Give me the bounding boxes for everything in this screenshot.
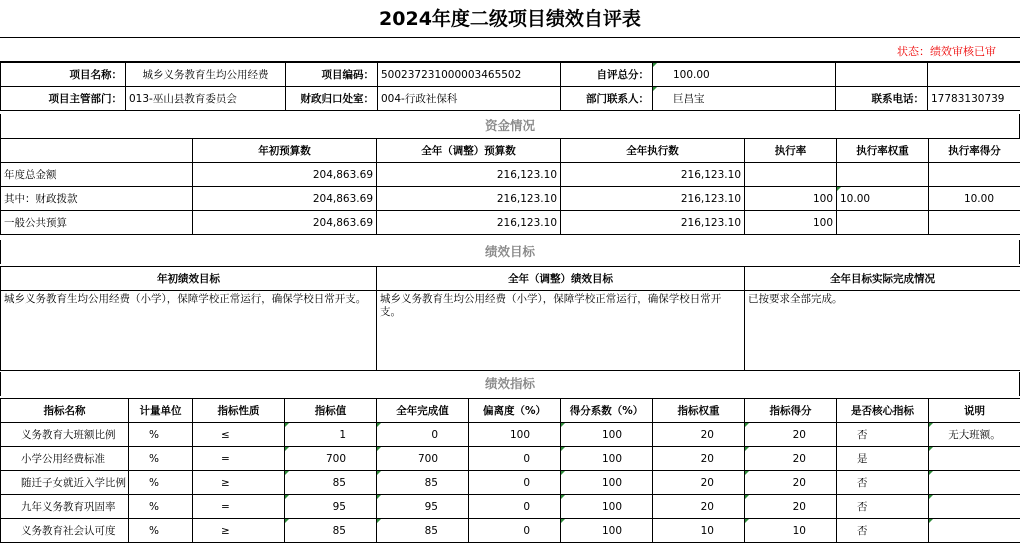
ind-row-name: 随迁子女就近入学比例 xyxy=(1,471,129,495)
funds-row-initial[interactable]: 204,863.69 xyxy=(193,187,377,211)
funds-row-adjusted[interactable]: 216,123.10 xyxy=(377,163,561,187)
ind-row-coef[interactable]: 100 xyxy=(561,519,653,543)
ind-row-dev: 0 xyxy=(469,471,561,495)
indicator-row xyxy=(1,519,1020,543)
ind-row-target[interactable]: 95 xyxy=(285,495,377,519)
goals-actual-text[interactable]: 已按要求全部完成。 xyxy=(745,291,1020,371)
funds-header-executed: 全年执行数 xyxy=(561,139,745,163)
ind-row-done[interactable]: 0 xyxy=(377,423,469,447)
funds-row xyxy=(1,211,1020,235)
project-info-table xyxy=(0,62,1020,111)
status-row xyxy=(0,38,1020,62)
ind-header-name: 指标名称 xyxy=(1,399,129,423)
ind-row-note[interactable] xyxy=(929,447,1020,471)
ind-row-done[interactable]: 85 xyxy=(377,519,469,543)
funds-row xyxy=(1,187,1020,211)
contact-label: 部门联系人： xyxy=(561,87,653,111)
dept-label: 项目主管部门： xyxy=(1,87,126,111)
ind-row-name: 义务教育社会认可度 xyxy=(1,519,129,543)
funds-row-score[interactable]: 10.00 xyxy=(929,187,1020,211)
ind-row-weight: 20 xyxy=(653,423,745,447)
indicator-row xyxy=(1,471,1020,495)
ind-row-target[interactable]: 700 xyxy=(285,447,377,471)
ind-header-unit: 计量单位 xyxy=(129,399,193,423)
ind-header-coef: 得分系数（%） xyxy=(561,399,653,423)
ind-row-done[interactable]: 700 xyxy=(377,447,469,471)
funds-row-executed[interactable]: 216,123.10 xyxy=(561,163,745,187)
ind-header-score: 指标得分 xyxy=(745,399,837,423)
funds-row-name: 一般公共预算 xyxy=(1,211,193,235)
ind-row-score[interactable]: 20 xyxy=(745,471,837,495)
phone-label: 联系电话： xyxy=(836,87,928,111)
ind-row-unit: % xyxy=(129,519,193,543)
ind-row-target[interactable]: 85 xyxy=(285,519,377,543)
goals-table xyxy=(0,266,1020,371)
funds-header-score: 执行率得分 xyxy=(929,139,1020,163)
funds-row-weight[interactable] xyxy=(837,163,929,187)
goals-adjusted-text[interactable]: 城乡义务教育生均公用经费（小学），保障学校正常运行，确保学校日常开支。 xyxy=(377,291,745,371)
ind-row-coef[interactable]: 100 xyxy=(561,495,653,519)
self-score-value[interactable]: 100.00 xyxy=(653,63,836,87)
project-code-value[interactable]: 500237231000003465502 xyxy=(378,63,561,87)
ind-row-unit: % xyxy=(129,423,193,447)
ind-row-weight: 20 xyxy=(653,447,745,471)
ind-row-core: 否 xyxy=(837,471,929,495)
funds-header-initial: 年初预算数 xyxy=(193,139,377,163)
ind-row-unit: % xyxy=(129,447,193,471)
ind-row-core: 否 xyxy=(837,495,929,519)
funds-row-initial[interactable]: 204,863.69 xyxy=(193,211,377,235)
indicators-table xyxy=(0,398,1020,543)
ind-row-core: 否 xyxy=(837,423,929,447)
ind-row-nature: ≤ xyxy=(193,423,285,447)
ind-row-nature: ≥ xyxy=(193,519,285,543)
ind-row-score[interactable]: 20 xyxy=(745,423,837,447)
goals-header-actual: 全年目标实际完成情况 xyxy=(745,267,1020,291)
ind-header-done: 全年完成值 xyxy=(377,399,469,423)
finance-office-label: 财政归口处室： xyxy=(286,87,378,111)
status-text: 状态：绩效审核已审 xyxy=(897,45,996,58)
ind-row-score[interactable]: 10 xyxy=(745,519,837,543)
ind-header-nature: 指标性质 xyxy=(193,399,285,423)
ind-row-note[interactable] xyxy=(929,519,1020,543)
goals-header-initial: 年初绩效目标 xyxy=(1,267,377,291)
ind-row-dev: 100 xyxy=(469,423,561,447)
ind-row-weight: 20 xyxy=(653,495,745,519)
ind-row-coef[interactable]: 100 xyxy=(561,423,653,447)
funds-row-weight[interactable] xyxy=(837,211,929,235)
funds-row xyxy=(1,163,1020,187)
ind-row-core: 是 xyxy=(837,447,929,471)
ind-row-note[interactable] xyxy=(929,471,1020,495)
page-title: 2024年度二级项目绩效自评表 xyxy=(0,0,1020,38)
empty-cell xyxy=(928,63,1020,87)
goals-section-title: 绩效目标 xyxy=(0,240,1020,264)
phone-value[interactable]: 17783130739 xyxy=(928,87,1020,111)
ind-row-nature: ≥ xyxy=(193,471,285,495)
dept-value[interactable]: 013-巫山县教育委员会 xyxy=(126,87,286,111)
funds-row-initial[interactable]: 204,863.69 xyxy=(193,163,377,187)
funds-header-rate: 执行率 xyxy=(745,139,837,163)
funds-header-weight: 执行率权重 xyxy=(837,139,929,163)
indicator-row xyxy=(1,423,1020,447)
ind-row-unit: % xyxy=(129,471,193,495)
ind-header-note: 说明 xyxy=(929,399,1020,423)
self-score-label: 自评总分： xyxy=(561,63,653,87)
funds-row-weight[interactable]: 10.00 xyxy=(837,187,929,211)
ind-row-dev: 0 xyxy=(469,519,561,543)
ind-row-target[interactable]: 85 xyxy=(285,471,377,495)
funds-header-adjusted: 全年（调整）预算数 xyxy=(377,139,561,163)
ind-row-nature: = xyxy=(193,447,285,471)
goals-initial-text[interactable]: 城乡义务教育生均公用经费（小学），保障学校正常运行，确保学校日常开支。 xyxy=(1,291,377,371)
ind-row-dev: 0 xyxy=(469,447,561,471)
ind-row-done[interactable]: 85 xyxy=(377,471,469,495)
ind-header-target: 指标值 xyxy=(285,399,377,423)
ind-row-done[interactable]: 95 xyxy=(377,495,469,519)
ind-row-unit: % xyxy=(129,495,193,519)
funds-row-name: 年度总金额 xyxy=(1,163,193,187)
ind-row-note[interactable] xyxy=(929,495,1020,519)
funds-row-score[interactable] xyxy=(929,211,1020,235)
project-name-label: 项目名称： xyxy=(1,63,126,87)
ind-row-note[interactable]: 无大班额。 xyxy=(929,423,1020,447)
funds-row-rate[interactable]: 100 xyxy=(745,187,837,211)
funds-section-title: 资金情况 xyxy=(0,114,1020,138)
ind-header-dev: 偏离度（%） xyxy=(469,399,561,423)
indicator-row xyxy=(1,447,1020,471)
ind-row-score[interactable]: 20 xyxy=(745,447,837,471)
indicator-row xyxy=(1,495,1020,519)
funds-row-adjusted[interactable]: 216,123.10 xyxy=(377,187,561,211)
ind-row-weight: 10 xyxy=(653,519,745,543)
empty-cell xyxy=(836,63,928,87)
ind-row-name: 义务教育大班额比例 xyxy=(1,423,129,447)
ind-row-coef[interactable]: 100 xyxy=(561,447,653,471)
ind-row-dev: 0 xyxy=(469,495,561,519)
project-code-label: 项目编码： xyxy=(286,63,378,87)
funds-row-executed[interactable]: 216,123.10 xyxy=(561,211,745,235)
ind-row-weight: 20 xyxy=(653,471,745,495)
funds-corner-cell xyxy=(1,139,193,163)
funds-table xyxy=(0,138,1020,235)
ind-row-target[interactable]: 1 xyxy=(285,423,377,447)
funds-row-adjusted[interactable]: 216,123.10 xyxy=(377,211,561,235)
funds-row-rate[interactable] xyxy=(745,163,837,187)
ind-row-score[interactable]: 20 xyxy=(745,495,837,519)
ind-row-core: 否 xyxy=(837,519,929,543)
indicators-section-title: 绩效指标 xyxy=(0,372,1020,396)
contact-value[interactable]: 巨昌宝 xyxy=(653,87,836,111)
funds-row-rate[interactable]: 100 xyxy=(745,211,837,235)
goals-header-adjusted: 全年（调整）绩效目标 xyxy=(377,267,745,291)
funds-row-name: 其中：财政拨款 xyxy=(1,187,193,211)
ind-header-core: 是否核心指标 xyxy=(837,399,929,423)
ind-row-name: 小学公用经费标准 xyxy=(1,447,129,471)
funds-row-score[interactable] xyxy=(929,163,1020,187)
ind-row-coef[interactable]: 100 xyxy=(561,471,653,495)
ind-header-weight: 指标权重 xyxy=(653,399,745,423)
funds-row-executed[interactable]: 216,123.10 xyxy=(561,187,745,211)
ind-row-nature: = xyxy=(193,495,285,519)
ind-row-name: 九年义务教育巩固率 xyxy=(1,495,129,519)
finance-office-value[interactable]: 004-行政社保科 xyxy=(378,87,561,111)
project-name-value[interactable]: 城乡义务教育生均公用经费 xyxy=(126,63,286,87)
